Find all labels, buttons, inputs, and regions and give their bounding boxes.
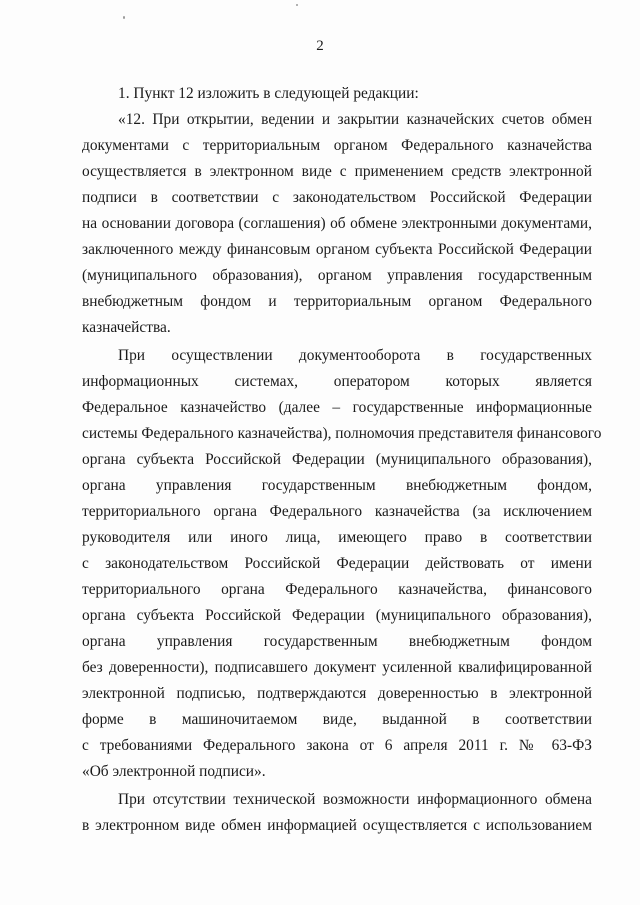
text-line: системы Федерального казначейства), полномочия представителя финансового <box>82 425 602 442</box>
text-line: информационных системах, оператором которых является <box>82 373 592 390</box>
page-number: 2 <box>316 38 324 54</box>
text-line: территориального органа Федерального казначейства (за исключением <box>82 503 592 520</box>
text-line: форме в машиночитаемом виде, выданной в соответствии <box>82 711 592 728</box>
text-line: осуществляется в электронном виде с применением средств электронной <box>82 163 592 180</box>
text-line: в электронном виде обмен информацией осуществляется с использованием <box>82 817 592 834</box>
text-line: органа управления государственным внебюджетным фондом, <box>82 477 592 494</box>
text-line: подписи в соответствии с законодательством Российской Федерации <box>82 189 592 206</box>
text-line: При отсутствии технической возможности информационного обмена <box>118 791 592 808</box>
text-line: территориального органа Федерального казначейства, финансового <box>82 581 592 598</box>
text-line: Федеральное казначейство (далее – государственные информационные <box>82 399 592 416</box>
text-line: внебюджетным фондом и территориальным органом Федерального <box>82 293 592 310</box>
scan-speck <box>123 16 125 19</box>
text-line: руководителя или иного лица, имеющего право в соответствии <box>82 529 592 546</box>
text-line: «12. При открытии, ведении и закрытии казначейских счетов обмен <box>118 111 592 128</box>
text-line: казначейства. <box>82 319 171 336</box>
text-line: При осуществлении документооборота в государственных <box>118 347 592 364</box>
text-line: с законодательством Российской Федерации действовать от имени <box>82 555 592 572</box>
text-line: документами с территориальным органом Федерального казначейства <box>82 137 592 154</box>
text-line: электронной подписью, подтверждаются доверенностью в электронной <box>82 685 592 702</box>
text-line: заключенного между финансовым органом субъекта Российской Федерации <box>82 241 592 258</box>
text-line: (муниципального образования), органом управления государственным <box>82 267 592 284</box>
text-line: с требованиями Федерального закона от 6 апреля 2011 г. № 63-ФЗ <box>82 737 592 754</box>
text-line: органа субъекта Российской Федерации (муниципального образования), <box>82 451 592 468</box>
text-line: без доверенности), подписавшего документ усиленной квалифицированной <box>82 659 592 676</box>
text-line: органа управления государственным внебюджетным фондом <box>82 633 592 650</box>
text-line: 1. Пункт 12 изложить в следующей редакции: <box>118 85 419 102</box>
text-line: «Об электронной подписи». <box>82 763 266 780</box>
scan-speck <box>296 4 298 6</box>
text-line: на основании договора (соглашения) об обмене электронными документами, <box>82 215 592 232</box>
text-line: органа субъекта Российской Федерации (муниципального образования), <box>82 607 592 624</box>
